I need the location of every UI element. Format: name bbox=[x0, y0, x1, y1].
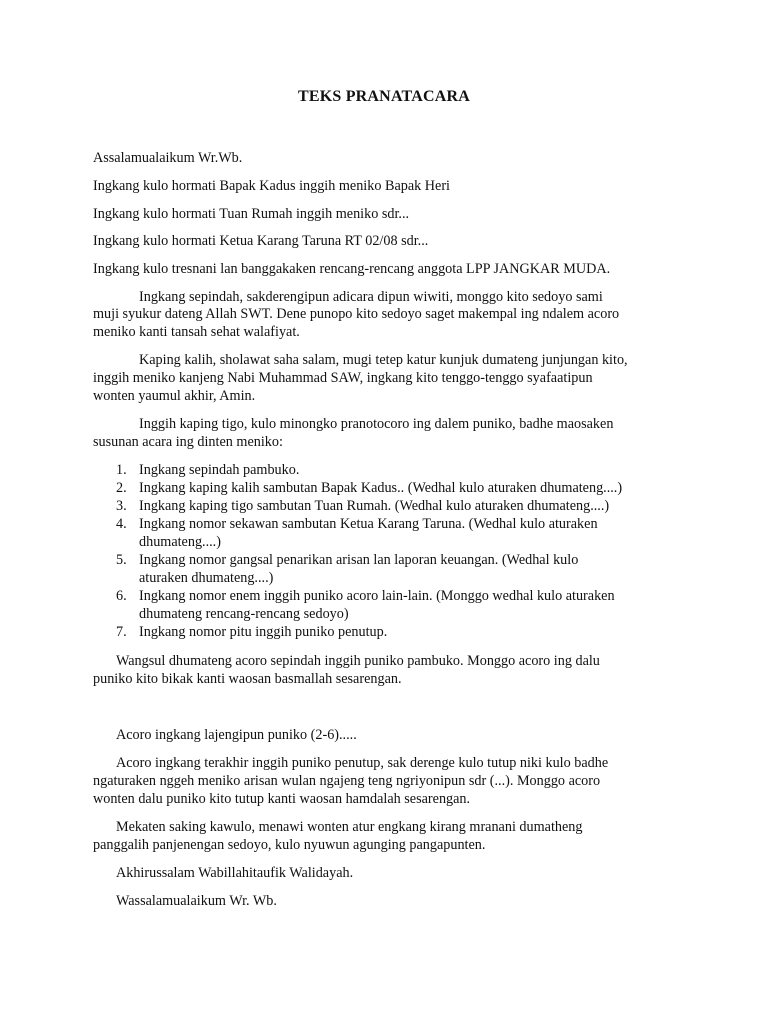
greeting-text: Assalamualaikum Wr.Wb. bbox=[93, 150, 243, 166]
paragraph-line: wonten dalu puniko kito tutup kanti waosan hamdalah sesarengan. bbox=[93, 791, 471, 807]
paragraph-line: muji syukur dateng Allah SWT. Dene punopo kito sedoyo saget makempal ing ndalem acoro bbox=[93, 306, 620, 322]
paragraph-line: Wangsul dhumateng acoro sepindah inggih puniko pambuko. Monggo acoro ing dalu bbox=[116, 653, 600, 669]
document-title: TEKS PRANATACARA bbox=[298, 88, 470, 105]
paragraph-line: panggalih panjenengan sedoyo, kulo nyuwun agunging pangapunten. bbox=[93, 837, 486, 853]
list-number: 6. bbox=[116, 588, 127, 604]
list-item-text: Ingkang kaping tigo sambutan Tuan Rumah. (Wedhal kulo aturaken dhumateng....) bbox=[139, 498, 610, 514]
list-item-text: Ingkang nomor enem inggih puniko acoro lain-lain. (Monggo wedhal kulo aturaken bbox=[139, 588, 615, 604]
paragraph-line: wonten yaumul akhir, Amin. bbox=[93, 388, 256, 404]
list-item-text: aturaken dhumateng....) bbox=[139, 570, 274, 586]
list-item-text: Ingkang nomor gangsal penarikan arisan lan laporan keuangan. (Wedhal kulo bbox=[139, 552, 579, 568]
list-item-text: Ingkang sepindah pambuko. bbox=[139, 462, 300, 478]
salutation-line: Ingkang kulo tresnani lan banggakaken rencang-rencang anggota LPP JANGKAR MUDA. bbox=[93, 261, 611, 277]
paragraph-line: ngaturaken nggeh meniko arisan wulan ngajeng teng ngriyonipun sdr (...). Monggo acoro bbox=[93, 773, 601, 789]
paragraph-line: Ingkang sepindah, sakderengipun adicara dipun wiwiti, monggo kito sedoyo sami bbox=[139, 289, 603, 305]
closing-text: Akhirussalam Wabillahitaufik Walidayah. bbox=[116, 865, 354, 881]
paragraph-line: meniko kanti tansah sehat walafiyat. bbox=[93, 324, 300, 340]
closing-salam: Wassalamualaikum Wr. Wb. bbox=[116, 893, 277, 909]
list-item-text: Ingkang nomor sekawan sambutan Ketua Karang Taruna. (Wedhal kulo aturaken bbox=[139, 516, 598, 532]
list-number: 1. bbox=[116, 462, 127, 478]
paragraph-line: Acoro ingkang terakhir inggih puniko penutup, sak derenge kulo tutup niki kulo badhe bbox=[116, 755, 609, 771]
list-item-text: dhumateng rencang-rencang sedoyo) bbox=[139, 606, 349, 622]
list-item-text: Ingkang nomor pitu inggih puniko penutup. bbox=[139, 624, 388, 640]
list-number: 7. bbox=[116, 624, 127, 640]
paragraph-line: puniko kito bikak kanti waosan basmallah sesarengan. bbox=[93, 671, 402, 687]
paragraph-line: Mekaten saking kawulo, menawi wonten atur engkang kirang mranani dumatheng bbox=[116, 819, 583, 835]
salutation-line: Ingkang kulo hormati Bapak Kadus inggih meniko Bapak Heri bbox=[93, 178, 450, 194]
paragraph-line: Kaping kalih, sholawat saha salam, mugi tetep katur kunjuk dumateng junjungan kito, bbox=[139, 352, 628, 368]
paragraph-line: Inggih kaping tigo, kulo minongko pranotocoro ing dalem puniko, badhe maosaken bbox=[139, 416, 614, 432]
salutation-line: Ingkang kulo hormati Tuan Rumah inggih meniko sdr... bbox=[93, 206, 410, 222]
paragraph-line: Acoro ingkang lajengipun puniko (2-6)..... bbox=[116, 727, 357, 743]
list-number: 2. bbox=[116, 480, 127, 496]
salutation-line: Ingkang kulo hormati Ketua Karang Taruna RT 02/08 sdr... bbox=[93, 233, 429, 249]
list-number: 4. bbox=[116, 516, 127, 532]
list-number: 3. bbox=[116, 498, 127, 514]
paragraph-line: inggih meniko kanjeng Nabi Muhammad SAW, ingkang kito tenggo-tenggo syafaatipun bbox=[93, 370, 593, 386]
list-number: 5. bbox=[116, 552, 127, 568]
list-item-text: dhumateng....) bbox=[139, 534, 221, 550]
paragraph-line: susunan acara ing dinten meniko: bbox=[93, 434, 283, 450]
list-item-text: Ingkang kaping kalih sambutan Bapak Kadus.. (Wedhal kulo aturaken dhumateng....) bbox=[139, 480, 623, 496]
